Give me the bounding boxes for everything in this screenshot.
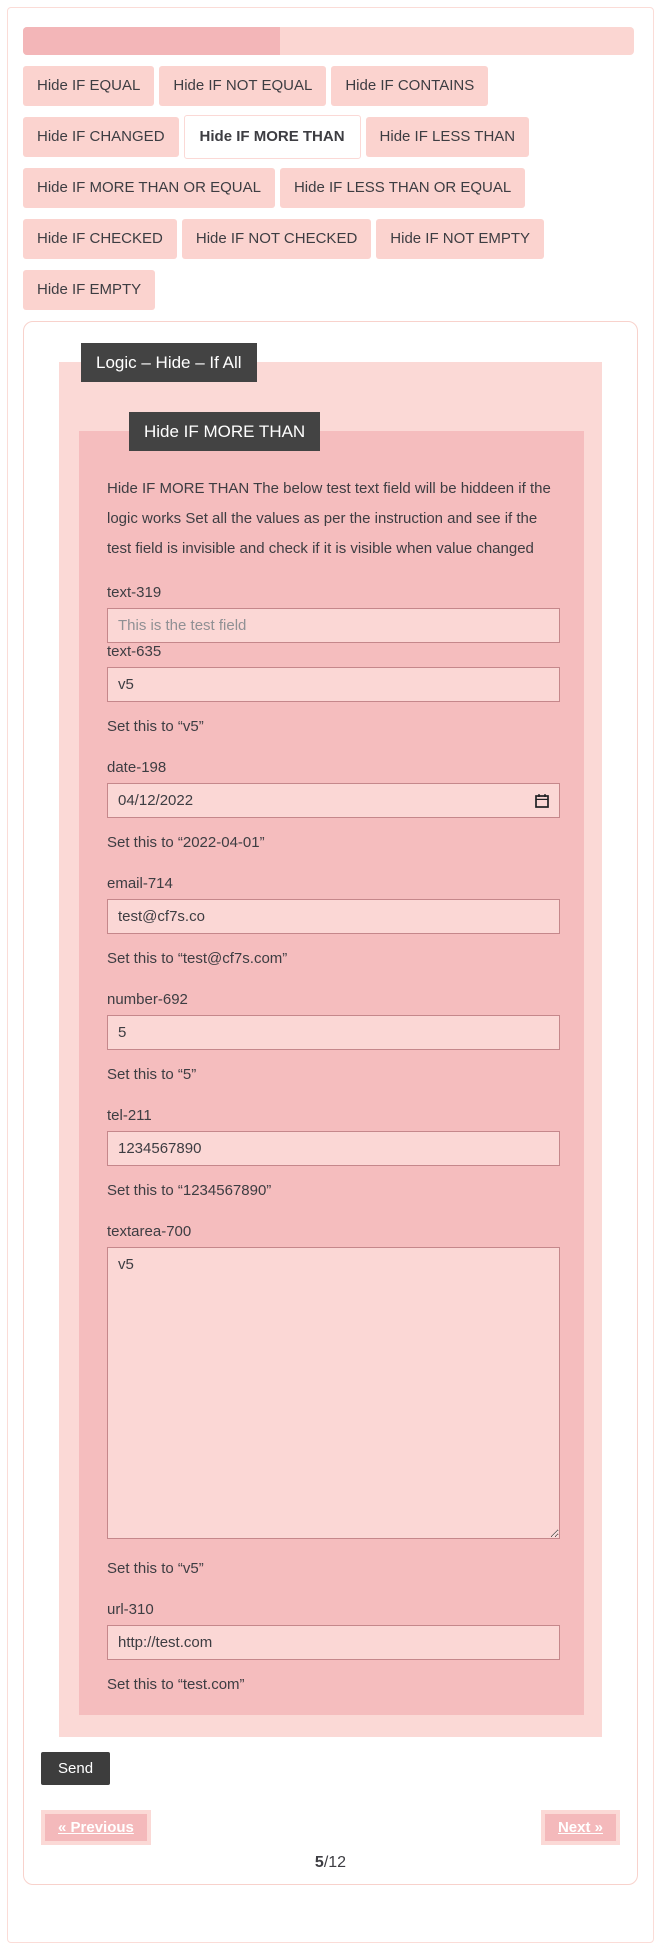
tab-hide-if-more-than-or-equal[interactable]: Hide IF MORE THAN OR EQUAL bbox=[23, 168, 275, 208]
tab-hide-if-contains[interactable]: Hide IF CONTAINS bbox=[331, 66, 488, 106]
tab-hide-if-empty[interactable]: Hide IF EMPTY bbox=[23, 270, 155, 310]
fieldset-hide-if-more-than-legend: Hide IF MORE THAN bbox=[129, 412, 320, 451]
tab-row bbox=[23, 219, 638, 259]
field-url-310 bbox=[107, 1601, 560, 1693]
field-note-number-692: Set this to “5” bbox=[107, 1066, 197, 1083]
field-tel-211 bbox=[107, 1107, 560, 1199]
text-635-input[interactable] bbox=[107, 667, 560, 702]
field-label-tel-211: tel-211 bbox=[107, 1107, 152, 1124]
tab-list bbox=[23, 66, 638, 310]
field-label-textarea-700: textarea-700 bbox=[107, 1223, 192, 1240]
page-indicator bbox=[41, 1854, 620, 1872]
tab-row bbox=[23, 270, 638, 310]
current-page-number: 5 bbox=[314, 1854, 324, 1871]
progress-bar-fill bbox=[23, 27, 280, 55]
tab-hide-if-not-checked[interactable]: Hide IF NOT CHECKED bbox=[182, 219, 371, 259]
field-label-url-310: url-310 bbox=[107, 1601, 154, 1618]
page-container bbox=[7, 7, 654, 1943]
progress-bar bbox=[23, 27, 634, 55]
field-note-textarea-700: Set this to “v5” bbox=[107, 1560, 204, 1577]
field-label-email-714: email-714 bbox=[107, 875, 173, 892]
field-note-date-198: Set this to “2022-04-01” bbox=[107, 834, 265, 851]
field-label-text-319: text-319 bbox=[107, 584, 162, 601]
textarea-700-input[interactable] bbox=[107, 1247, 560, 1539]
tab-hide-if-not-empty[interactable]: Hide IF NOT EMPTY bbox=[376, 219, 544, 259]
tab-row bbox=[23, 117, 638, 157]
tab-hide-if-less-than-or-equal[interactable]: Hide IF LESS THAN OR EQUAL bbox=[280, 168, 525, 208]
email-714-input[interactable] bbox=[107, 899, 560, 934]
fieldset-hide-if-more-than bbox=[79, 422, 584, 1715]
fieldset-logic bbox=[59, 353, 602, 1737]
field-note-tel-211: Set this to “1234567890” bbox=[107, 1182, 272, 1199]
field-number-692 bbox=[107, 991, 560, 1083]
send-button[interactable]: Send bbox=[41, 1752, 110, 1785]
field-textarea-700 bbox=[107, 1223, 560, 1577]
field-text-319 bbox=[107, 584, 560, 643]
field-text-635 bbox=[107, 643, 560, 735]
tab-hide-if-changed[interactable]: Hide IF CHANGED bbox=[23, 117, 179, 157]
previous-page-button[interactable]: « Previous bbox=[41, 1810, 151, 1845]
tab-hide-if-less-than[interactable]: Hide IF LESS THAN bbox=[366, 117, 530, 157]
url-310-input[interactable] bbox=[107, 1625, 560, 1660]
date-198-input[interactable] bbox=[107, 783, 560, 818]
instructions-text: Hide IF MORE THAN The below test text field will be hiddeen if the logic works Set all the values as per the instruction and see if the test field is invisible and check if it is visible when value changed bbox=[107, 480, 551, 557]
number-692-input[interactable] bbox=[107, 1015, 560, 1050]
pagination bbox=[41, 1810, 620, 1845]
tab-row bbox=[23, 168, 638, 208]
field-label-date-198: date-198 bbox=[107, 759, 167, 776]
next-page-button[interactable]: Next » bbox=[541, 1810, 620, 1845]
calendar-icon[interactable] bbox=[534, 793, 550, 809]
tab-hide-if-not-equal[interactable]: Hide IF NOT EQUAL bbox=[159, 66, 326, 106]
field-date-198 bbox=[107, 759, 560, 851]
field-note-email-714: Set this to “test@cf7s.com” bbox=[107, 950, 288, 967]
field-email-714 bbox=[107, 875, 560, 967]
total-pages: /12 bbox=[323, 1854, 347, 1871]
form-card bbox=[23, 321, 638, 1885]
tab-row bbox=[23, 66, 638, 106]
tab-hide-if-more-than[interactable]: Hide IF MORE THAN bbox=[184, 115, 361, 159]
field-label-number-692: number-692 bbox=[107, 991, 188, 1008]
fieldset-logic-legend: Logic – Hide – If All bbox=[81, 343, 257, 382]
field-note-url-310: Set this to “test.com” bbox=[107, 1676, 245, 1693]
tab-hide-if-equal[interactable]: Hide IF EQUAL bbox=[23, 66, 154, 106]
tab-hide-if-checked[interactable]: Hide IF CHECKED bbox=[23, 219, 177, 259]
text-319-input[interactable] bbox=[107, 608, 560, 643]
tel-211-input[interactable] bbox=[107, 1131, 560, 1166]
field-note-text-635: Set this to “v5” bbox=[107, 718, 204, 735]
field-label-text-635: text-635 bbox=[107, 643, 162, 660]
